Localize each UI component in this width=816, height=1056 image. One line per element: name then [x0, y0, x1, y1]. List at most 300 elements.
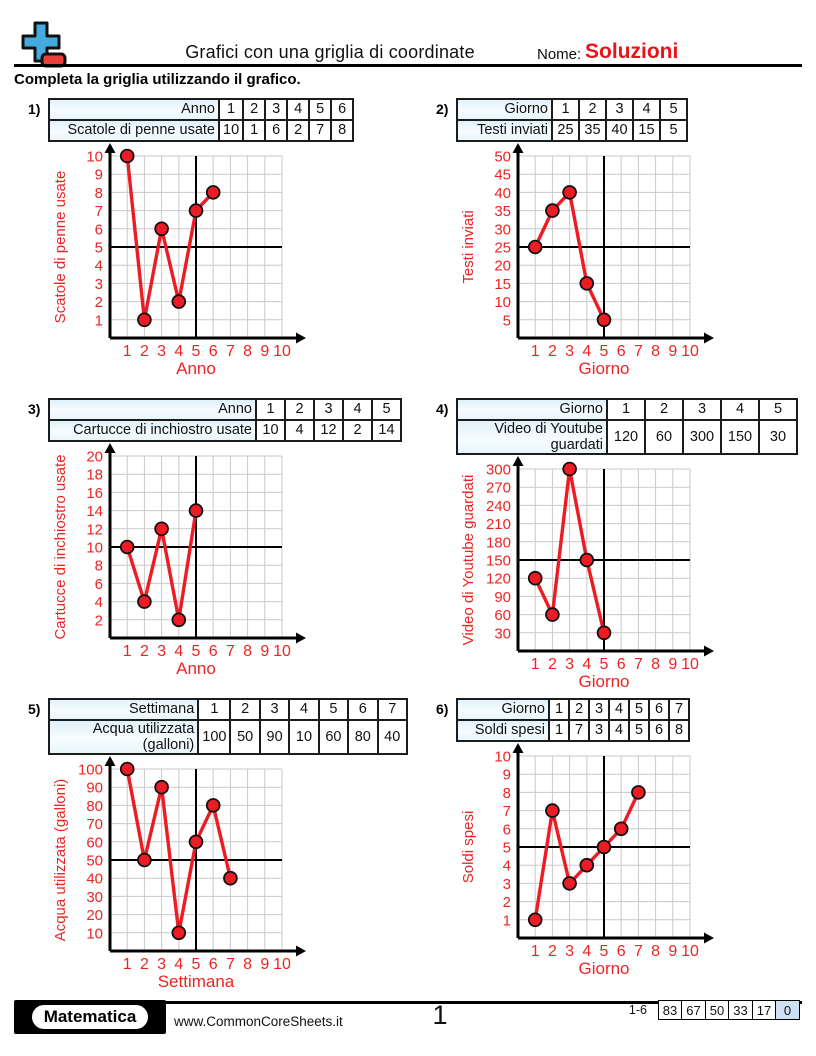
problem-5 — [0, 695, 408, 995]
header-value-cell: 2 — [645, 399, 683, 420]
x-tick-label: 7 — [633, 343, 643, 360]
data-label-cell: Acqua utilizzata (galloni) — [49, 720, 198, 754]
data-value-cell: 60 — [319, 720, 348, 754]
x-tick-label: 9 — [260, 343, 270, 360]
y-tick-label: 5 — [502, 839, 511, 857]
x-tick-label: 9 — [668, 943, 678, 960]
data-point — [138, 313, 151, 326]
y-tick-label: 35 — [494, 203, 511, 221]
header-value-cell: 2 — [569, 699, 589, 720]
data-value-cell: 2 — [287, 120, 309, 141]
data-value-cell: 120 — [607, 420, 645, 454]
header-value-cell: 5 — [660, 99, 687, 120]
y-tick-label: 7 — [94, 203, 103, 221]
header-value-cell: 7 — [378, 699, 408, 720]
problem-2 — [408, 95, 816, 395]
data-value-cell: 8 — [669, 720, 689, 741]
data-value-cell: 25 — [552, 120, 579, 141]
x-tick-label: 1 — [530, 656, 540, 674]
y-axis-arrow-icon — [513, 456, 524, 466]
data-point — [207, 799, 220, 812]
y-axis-arrow-icon — [105, 143, 116, 153]
x-tick-label: 10 — [273, 643, 291, 660]
data-label-cell: Cartucce di inchiostro usate — [49, 420, 256, 441]
x-axis-arrow-icon — [704, 333, 714, 344]
x-tick-label: 2 — [547, 656, 557, 674]
x-tick-label: 4 — [174, 343, 184, 360]
data-point — [207, 186, 220, 199]
brand-name: Matematica — [32, 1005, 149, 1029]
data-point — [598, 313, 611, 326]
y-tick-label: 10 — [86, 925, 103, 943]
data-point — [598, 841, 611, 854]
x-tick-label: 2 — [139, 956, 149, 974]
score-box: 17 — [752, 1000, 777, 1020]
header-value-cell: 4 — [721, 399, 759, 420]
x-tick-label: 6 — [208, 956, 218, 974]
y-tick-label: 2 — [94, 294, 103, 312]
data-point — [190, 204, 203, 217]
data-table — [48, 698, 408, 755]
header-value-cell: 1 — [219, 99, 243, 120]
header-divider — [14, 64, 802, 67]
name-answer-soluzioni: Soluzioni — [585, 40, 679, 63]
header-label-cell: Anno — [49, 399, 256, 420]
data-value-cell: 6 — [649, 720, 669, 741]
problem-number: 5) — [28, 701, 41, 717]
header-value-cell: 5 — [309, 99, 331, 120]
x-axis-title: Anno — [176, 359, 216, 378]
x-tick-label: 8 — [243, 343, 253, 360]
x-tick-label: 4 — [174, 956, 184, 974]
x-tick-label: 6 — [616, 943, 626, 960]
y-axis-title: Soldi spesi — [460, 810, 477, 884]
x-tick-label: 10 — [273, 343, 291, 360]
data-value-cell: 300 — [683, 420, 721, 454]
y-tick-label: 18 — [86, 466, 103, 484]
x-tick-label: 5 — [191, 956, 201, 974]
score-box: 83 — [658, 1000, 683, 1020]
header-label-cell: Giorno — [457, 699, 549, 720]
data-point — [529, 241, 542, 254]
y-tick-label: 4 — [502, 857, 511, 875]
y-tick-label: 210 — [485, 516, 511, 534]
line-chart — [52, 146, 308, 382]
score-box: 67 — [681, 1000, 706, 1020]
x-tick-label: 7 — [225, 343, 235, 360]
data-point — [172, 613, 185, 626]
data-point — [580, 554, 593, 567]
data-value-cell: 30 — [759, 420, 797, 454]
data-value-cell: 1 — [243, 120, 265, 141]
x-tick-label: 4 — [582, 656, 592, 674]
x-tick-label: 7 — [633, 656, 643, 674]
y-tick-label: 20 — [86, 448, 103, 466]
y-tick-label: 12 — [86, 521, 103, 539]
y-tick-label: 30 — [494, 221, 511, 239]
problem-1 — [0, 95, 408, 395]
data-point — [580, 277, 593, 290]
y-axis-arrow-icon — [513, 143, 524, 153]
x-tick-label: 10 — [681, 343, 699, 360]
data-value-cell: 10 — [289, 720, 318, 754]
data-value-cell: 150 — [721, 420, 759, 454]
header-value-cell: 4 — [289, 699, 318, 720]
header-value-cell: 6 — [331, 99, 353, 120]
data-label-cell: Video di Youtube guardati — [457, 420, 607, 454]
y-tick-label: 90 — [494, 589, 511, 607]
x-tick-label: 4 — [174, 643, 184, 660]
y-tick-label: 1 — [94, 312, 103, 330]
y-axis-title: Acqua utilizzata (galloni) — [52, 779, 69, 942]
header-value-cell: 7 — [669, 699, 689, 720]
y-tick-label: 40 — [86, 871, 103, 889]
x-tick-label: 8 — [651, 656, 661, 674]
data-point — [155, 781, 168, 794]
y-tick-label: 16 — [86, 484, 103, 502]
header-value-cell: 6 — [649, 699, 669, 720]
header-value-cell: 3 — [260, 699, 289, 720]
x-tick-label: 10 — [681, 656, 699, 674]
y-tick-label: 9 — [94, 166, 103, 184]
y-tick-label: 7 — [502, 803, 511, 821]
y-tick-label: 20 — [494, 257, 511, 275]
y-tick-label: 14 — [86, 503, 103, 521]
header-value-cell: 2 — [285, 399, 314, 420]
data-table — [456, 398, 798, 455]
y-tick-label: 60 — [86, 834, 103, 852]
x-tick-label: 9 — [260, 643, 270, 660]
score-box: 33 — [728, 1000, 753, 1020]
x-tick-label: 7 — [633, 943, 643, 960]
score-area — [629, 1000, 800, 1020]
x-tick-label: 5 — [191, 643, 201, 660]
x-tick-label: 3 — [157, 343, 167, 360]
y-tick-label: 40 — [494, 184, 511, 202]
x-tick-label: 10 — [273, 956, 291, 974]
line-chart — [52, 759, 308, 995]
y-tick-label: 5 — [94, 239, 103, 257]
data-value-cell: 5 — [660, 120, 687, 141]
header-value-cell: 1 — [256, 399, 285, 420]
x-tick-label: 9 — [668, 656, 678, 674]
data-value-cell: 40 — [606, 120, 633, 141]
header-value-cell: 5 — [759, 399, 797, 420]
data-point — [172, 295, 185, 308]
y-axis-arrow-icon — [105, 756, 116, 766]
y-tick-label: 90 — [86, 780, 103, 798]
data-value-cell: 15 — [633, 120, 660, 141]
y-tick-label: 1 — [502, 912, 511, 930]
y-tick-label: 10 — [86, 539, 103, 557]
score-box: 50 — [705, 1000, 730, 1020]
y-tick-label: 300 — [485, 461, 511, 479]
line-chart — [52, 446, 308, 682]
y-tick-label: 100 — [77, 761, 103, 779]
y-tick-label: 50 — [494, 148, 511, 166]
data-point — [121, 541, 134, 554]
data-point — [580, 859, 593, 872]
x-axis-title: Settimana — [157, 972, 235, 992]
data-point — [563, 877, 576, 890]
x-tick-label: 4 — [582, 343, 592, 360]
x-tick-label: 5 — [599, 343, 609, 360]
y-tick-label: 45 — [494, 166, 511, 184]
x-tick-label: 9 — [260, 956, 270, 974]
header-value-cell: 3 — [265, 99, 287, 120]
y-tick-label: 240 — [485, 498, 511, 516]
x-tick-label: 1 — [122, 956, 132, 974]
y-tick-label: 180 — [485, 534, 511, 552]
data-value-cell: 60 — [645, 420, 683, 454]
data-value-cell: 4 — [609, 720, 629, 741]
data-value-cell: 40 — [378, 720, 408, 754]
y-tick-label: 3 — [94, 275, 103, 293]
header-value-cell: 1 — [549, 699, 569, 720]
x-tick-label: 3 — [565, 656, 575, 674]
x-tick-label: 1 — [530, 943, 540, 960]
page-number: 1 — [432, 1000, 448, 1030]
score-box-highlighted: 0 — [775, 1000, 800, 1020]
data-value-cell: 8 — [331, 120, 353, 141]
data-table — [456, 98, 688, 142]
x-tick-label: 3 — [157, 956, 167, 974]
header-value-cell: 2 — [243, 99, 265, 120]
x-tick-label: 1 — [122, 643, 132, 660]
x-axis-title: Giorno — [578, 359, 630, 378]
y-tick-label: 6 — [502, 821, 511, 839]
data-point — [615, 822, 628, 835]
data-value-cell: 4 — [285, 420, 314, 441]
line-chart — [460, 459, 716, 695]
x-axis-arrow-icon — [704, 646, 714, 657]
problem-4 — [408, 395, 816, 695]
data-label-cell: Testi inviati — [457, 120, 552, 141]
line-chart — [460, 146, 716, 382]
y-tick-label: 60 — [494, 607, 511, 625]
x-tick-label: 6 — [616, 343, 626, 360]
x-axis-arrow-icon — [296, 946, 306, 957]
line-chart — [460, 746, 716, 982]
header-value-cell: 1 — [607, 399, 645, 420]
header-value-cell: 4 — [287, 99, 309, 120]
x-tick-label: 7 — [225, 956, 235, 974]
header-value-cell: 5 — [629, 699, 649, 720]
x-axis-title: Giorno — [578, 959, 630, 978]
y-tick-label: 6 — [94, 221, 103, 239]
data-value-cell: 5 — [629, 720, 649, 741]
header-label-cell: Giorno — [457, 399, 607, 420]
x-tick-label: 7 — [225, 643, 235, 660]
header-value-cell: 4 — [633, 99, 660, 120]
header-label-cell: Settimana — [49, 699, 198, 720]
score-range: 1-6 — [628, 1003, 647, 1017]
y-tick-label: 10 — [494, 748, 511, 766]
y-tick-label: 4 — [94, 257, 103, 275]
data-value-cell: 100 — [198, 720, 230, 754]
data-line — [127, 156, 213, 320]
y-tick-label: 70 — [86, 816, 103, 834]
data-value-cell: 6 — [265, 120, 287, 141]
y-tick-label: 150 — [485, 552, 511, 570]
x-tick-label: 2 — [139, 343, 149, 360]
y-tick-label: 3 — [502, 875, 511, 893]
data-value-cell: 35 — [579, 120, 606, 141]
x-axis-title: Anno — [176, 659, 216, 678]
header-value-cell: 4 — [609, 699, 629, 720]
score-boxes — [659, 1000, 800, 1020]
y-tick-label: 2 — [502, 894, 511, 912]
x-tick-label: 8 — [243, 956, 253, 974]
data-value-cell: 14 — [372, 420, 401, 441]
data-point — [224, 872, 237, 885]
y-axis-arrow-icon — [105, 443, 116, 453]
header-value-cell: 2 — [579, 99, 606, 120]
header-value-cell: 3 — [606, 99, 633, 120]
data-point — [155, 522, 168, 535]
problem-number: 6) — [436, 701, 449, 717]
y-tick-label: 15 — [494, 275, 511, 293]
x-tick-label: 10 — [681, 943, 699, 960]
y-axis-title: Video di Youtube guardati — [460, 475, 477, 646]
header-value-cell: 1 — [198, 699, 230, 720]
problem-number: 4) — [436, 401, 449, 417]
x-tick-label: 1 — [530, 343, 540, 360]
x-tick-label: 5 — [599, 943, 609, 960]
y-tick-label: 10 — [494, 294, 511, 312]
y-tick-label: 270 — [485, 480, 511, 498]
x-tick-label: 5 — [599, 656, 609, 674]
header-value-cell: 5 — [319, 699, 348, 720]
y-tick-label: 30 — [494, 625, 511, 643]
data-point — [598, 627, 611, 640]
data-point — [190, 504, 203, 517]
data-label-cell: Soldi spesi — [457, 720, 549, 741]
header-value-cell: 2 — [230, 699, 259, 720]
data-value-cell: 2 — [343, 420, 372, 441]
x-tick-label: 3 — [565, 943, 575, 960]
name-label: Nome: — [537, 46, 582, 63]
y-tick-label: 9 — [502, 766, 511, 784]
x-tick-label: 8 — [243, 643, 253, 660]
problem-number: 3) — [28, 401, 41, 417]
website-url: www.CommonCoreSheets.it — [174, 1014, 343, 1029]
data-point — [190, 836, 203, 849]
data-point — [121, 763, 134, 776]
header-value-cell: 3 — [683, 399, 721, 420]
y-tick-label: 8 — [94, 184, 103, 202]
problem-6 — [408, 695, 816, 995]
y-tick-label: 6 — [94, 575, 103, 593]
data-value-cell: 50 — [230, 720, 259, 754]
x-tick-label: 2 — [547, 343, 557, 360]
header-value-cell: 6 — [348, 699, 377, 720]
data-value-cell: 7 — [569, 720, 589, 741]
problem-number: 2) — [436, 101, 449, 117]
header-value-cell: 3 — [314, 399, 343, 420]
data-point — [138, 595, 151, 608]
y-tick-label: 50 — [86, 852, 103, 870]
y-axis-title: Testi inviati — [460, 210, 477, 284]
data-point — [138, 854, 151, 867]
x-tick-label: 2 — [139, 643, 149, 660]
header-label-cell: Giorno — [457, 99, 552, 120]
x-tick-label: 6 — [616, 656, 626, 674]
data-point — [546, 204, 559, 217]
instruction-text: Completa la griglia utilizzando il grafico. — [14, 71, 301, 88]
y-axis-title: Cartucce di inchiostro usate — [52, 454, 69, 640]
data-table — [48, 98, 354, 142]
x-tick-label: 8 — [651, 343, 661, 360]
x-tick-label: 6 — [208, 343, 218, 360]
data-value-cell: 3 — [589, 720, 609, 741]
data-point — [529, 913, 542, 926]
data-point — [563, 463, 576, 476]
x-tick-label: 5 — [191, 343, 201, 360]
data-value-cell: 90 — [260, 720, 289, 754]
data-point — [546, 609, 559, 622]
x-axis-arrow-icon — [704, 933, 714, 944]
x-tick-label: 8 — [651, 943, 661, 960]
x-axis-arrow-icon — [296, 633, 306, 644]
data-label-cell: Scatole di penne usate — [49, 120, 219, 141]
y-tick-label: 2 — [94, 612, 103, 630]
data-value-cell: 10 — [219, 120, 243, 141]
data-point — [155, 222, 168, 235]
y-tick-label: 30 — [86, 889, 103, 907]
problem-3 — [0, 395, 408, 695]
y-axis-arrow-icon — [513, 743, 524, 753]
header-value-cell: 3 — [589, 699, 609, 720]
problem-number: 1) — [28, 101, 41, 117]
y-tick-label: 4 — [94, 594, 103, 612]
data-value-cell: 7 — [309, 120, 331, 141]
data-point — [529, 572, 542, 585]
problems-grid — [0, 95, 816, 995]
data-point — [546, 804, 559, 817]
data-value-cell: 1 — [549, 720, 569, 741]
y-tick-label: 8 — [94, 557, 103, 575]
y-tick-label: 80 — [86, 798, 103, 816]
y-tick-label: 8 — [502, 784, 511, 802]
header-value-cell: 4 — [343, 399, 372, 420]
data-point — [563, 186, 576, 199]
x-tick-label: 3 — [157, 643, 167, 660]
header-value-cell: 1 — [552, 99, 579, 120]
data-point — [632, 786, 645, 799]
data-table — [48, 398, 402, 442]
y-tick-label: 10 — [86, 148, 103, 166]
y-tick-label: 120 — [485, 571, 511, 589]
data-value-cell: 12 — [314, 420, 343, 441]
data-table — [456, 698, 690, 742]
page-title: Grafici con una griglia di coordinate — [185, 42, 475, 62]
data-value-cell: 80 — [348, 720, 377, 754]
x-axis-title: Giorno — [578, 672, 630, 692]
header-label-cell: Anno — [49, 99, 219, 120]
y-tick-label: 5 — [502, 312, 511, 330]
x-tick-label: 6 — [208, 643, 218, 660]
x-tick-label: 1 — [122, 343, 132, 360]
x-tick-label: 2 — [547, 943, 557, 960]
x-tick-label: 4 — [582, 943, 592, 960]
x-axis-arrow-icon — [296, 333, 306, 344]
y-tick-label: 25 — [494, 239, 511, 257]
data-value-cell: 10 — [256, 420, 285, 441]
data-point — [121, 150, 134, 163]
data-point — [172, 927, 185, 940]
y-axis-title: Scatole di penne usate — [52, 170, 69, 324]
